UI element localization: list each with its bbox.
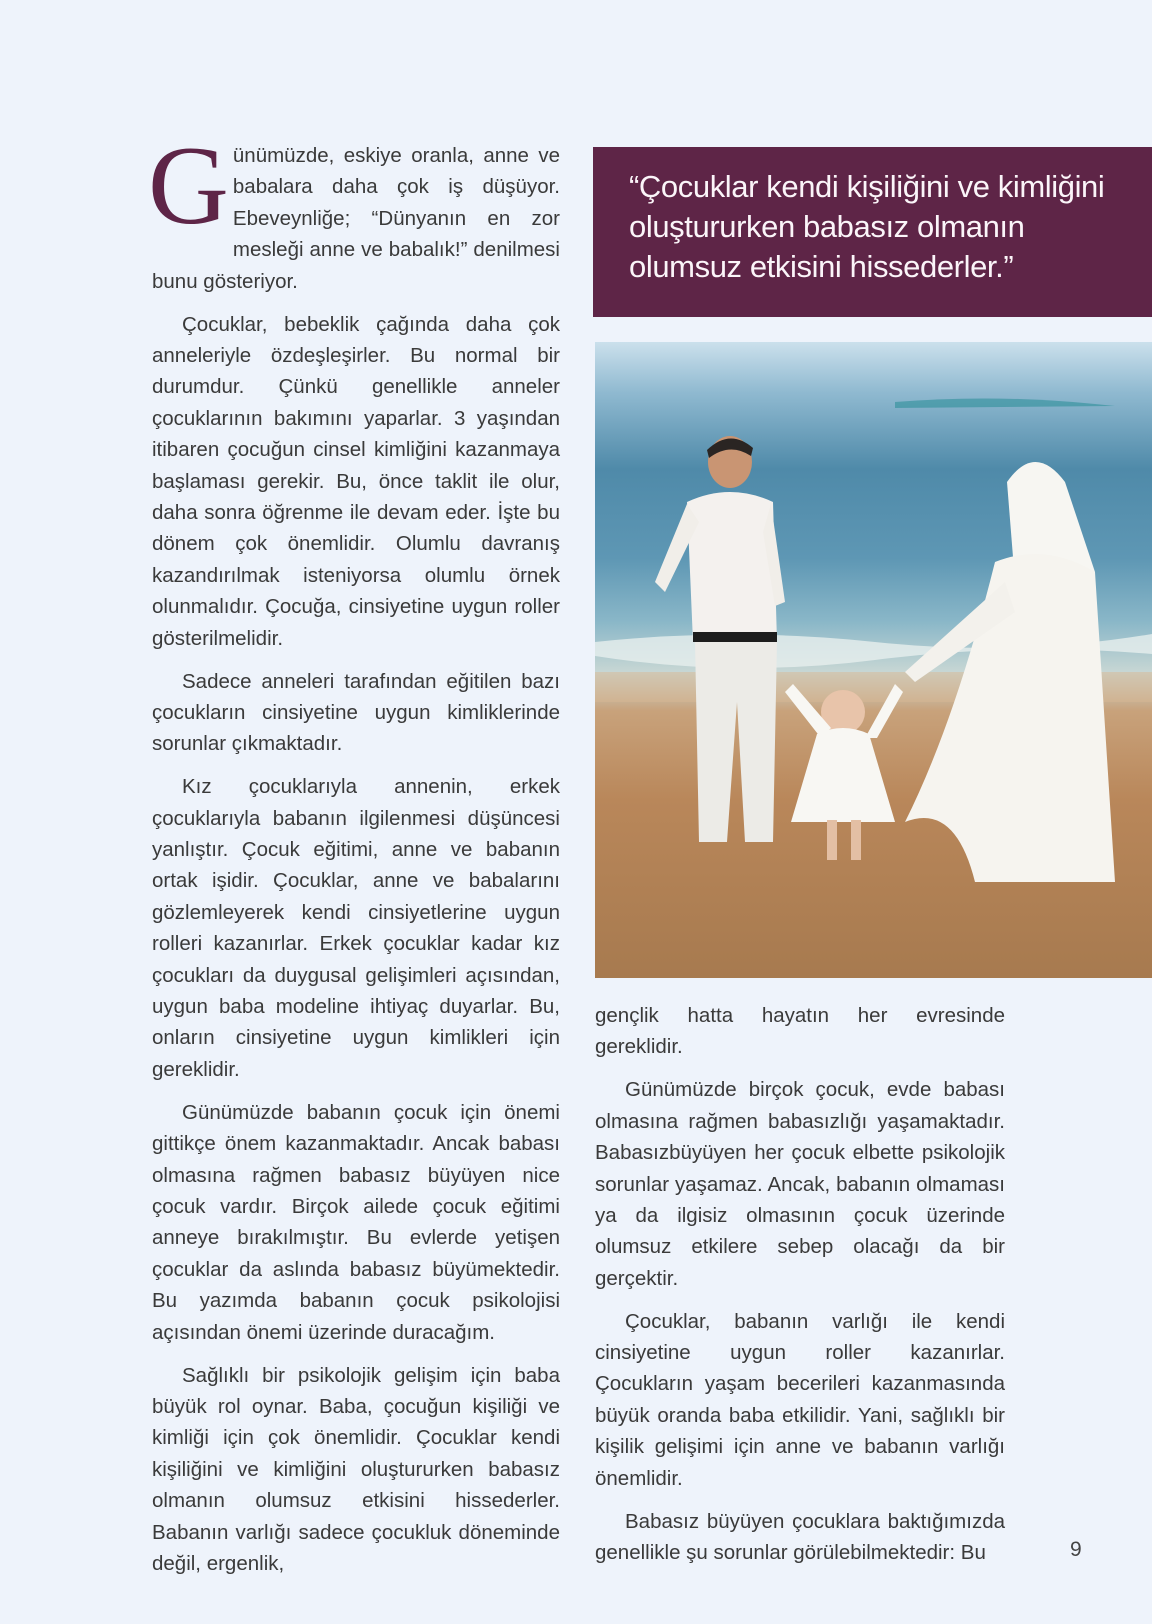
intro-text: ünümüzde, eskiye oranla, anne ve babalara daha çok iş düşüyor. Ebeveynliğe; “Dünyanın en zor mesleği anne ve babalık!” denilmesi bunu gösteriyor. <box>152 144 560 293</box>
right-column <box>595 1000 1005 1580</box>
photo-illustration <box>595 342 1152 978</box>
continued-paragraph: gençlik hatta hayatın her evresinde gereklidir. <box>595 1004 1005 1059</box>
body-paragraph: Babasız büyüyen çocuklara baktığımızda genellikle şu sorunlar görülebilmektedir: Bu <box>595 1509 1005 1564</box>
body-paragraph: Günümüzde birçok çocuk, evde babası olmasına rağmen babasızlığı yaşamaktadır. Babasızbüyüyen her çocuk elbette psikolojik sorunlar yaşamaz. Ancak, babanın olmaması ya da ilgisiz olmasının çocuk üzerinde olumsuz etkilere sebep olacağı da bir gerçektir. <box>595 1078 1005 1290</box>
page-number: 9 <box>1070 1538 1082 1561</box>
body-paragraph: Çocuklar, babanın varlığı ile kendi cinsiyetine uygun roller kazanırlar. Çocukların yaşam becerileri kazanmasında büyük oranda baba etkilidir. Yani, sağlıklı bir kişilik gelişimi için anne ve babanın varlığı önemlidir. <box>595 1309 1005 1490</box>
body-paragraph: Sağlıklı bir psikolojik gelişim için baba büyük rol oynar. Baba, çocuğun kişiliği ve kimliği için çok önemlidir. Çocuklar kendi kişiliğini ve kimliğini oluştururken babasız olmanın olumsuz etkisini hissederler. Babanın varlığı sadece çocukluk döneminde değil, ergenlik, <box>152 1363 560 1575</box>
intro-paragraph <box>148 124 560 297</box>
body-paragraph: Günümüzde babanın çocuk için önemi gittikçe önem kazanmaktadır. Ancak babası olmasına rağmen babasız büyüyen nice çocuk vardır. Birçok ailede çocuk eğitimi anneye bırakılmıştır. Bu evlerde yetişen çocuklar da aslında babasız büyümektedir. Bu yazımda babanın çocuk psikolojisi açısından önemi üzerinde duracağım. <box>152 1100 560 1344</box>
pull-quote: “Çocuklar kendi kişiliğini ve kimliğini oluştururken babasız olmanın olumsuz etkisini hissederler.” <box>593 147 1152 317</box>
family-beach-photo <box>595 342 1152 978</box>
left-column <box>148 124 560 1591</box>
body-paragraph: Kız çocuklarıyla annenin, erkek çocuklarıyla babanın ilgilenmesi düşüncesi yanlıştır. Çocuk eğitimi, anne ve babanın ortak işidir. Çocuklar, anne ve babalarını gözlemleyerek kendi cinsiyetlerine uygun rolleri kazanırlar. Erkek çocuklar kadar kız çocukları da duygusal gelişimleri açısından, uygun baba modeline ihtiyaç duyarlar. Bu, onların cinsiyetine uygun kimlikleri için gereklidir. <box>152 775 560 1081</box>
drop-cap: G <box>148 124 229 248</box>
body-paragraph: Sadece anneleri tarafından eğitilen bazı çocukların cinsiyetine uygun kimliklerinde sorunlar çıkmaktadır. <box>152 669 560 756</box>
body-paragraph: Çocuklar, bebeklik çağında daha çok anneleriyle özdeşleşirler. Bu normal bir durumdur. Çünkü genellikle anneler çocuklarının bakımını yaparlar. 3 yaşından itibaren çocuğun cinsel kimliğini kazanmaya başlaması gerekir. Bu, önce taklit ile olur, daha sonra öğrenme ile devam eder. İşte bu dönem çok önemlidir. Olumlu davranış kazandırılmak isteniyorsa olumlu örnek olunmalıdır. Çocuğa, cinsiyetine uygun roller gösterilmelidir. <box>152 312 560 650</box>
